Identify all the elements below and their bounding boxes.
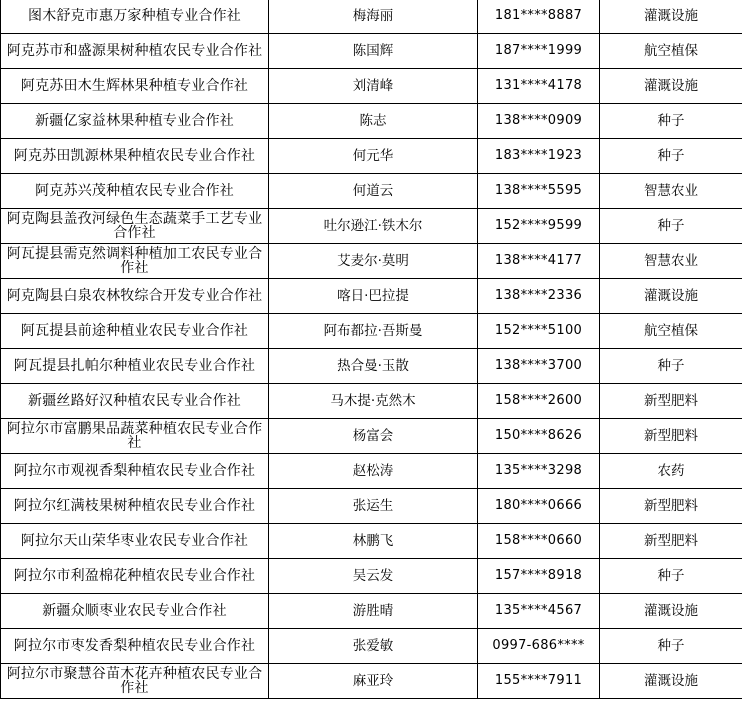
phone-number-cell: 135****4567 xyxy=(478,594,600,629)
table-row xyxy=(1,419,742,454)
contact-name-cell: 吐尔逊江·铁木尔 xyxy=(269,209,478,244)
category-cell: 智慧农业 xyxy=(600,174,742,209)
table-row xyxy=(1,139,742,174)
phone-number-cell: 152****5100 xyxy=(478,314,600,349)
cooperative-name-cell: 阿拉尔天山荣华枣业农民专业合作社 xyxy=(1,524,269,559)
table-body xyxy=(1,0,742,699)
contact-name-cell: 林鹏飞 xyxy=(269,524,478,559)
phone-number-cell: 138****0909 xyxy=(478,104,600,139)
phone-number-cell: 138****4177 xyxy=(478,244,600,279)
contact-name-cell: 游胜晴 xyxy=(269,594,478,629)
category-cell: 种子 xyxy=(600,559,742,594)
cooperative-name-cell: 新疆亿家益林果种植专业合作社 xyxy=(1,104,269,139)
table-row xyxy=(1,279,742,314)
table-row xyxy=(1,174,742,209)
cooperative-name-cell: 阿拉尔红满枝果树种植农民专业合作社 xyxy=(1,489,269,524)
contact-name-cell: 赵松涛 xyxy=(269,454,478,489)
contact-name-cell: 麻亚玲 xyxy=(269,664,478,699)
cooperative-name-cell: 阿克苏市和盛源果树种植农民专业合作社 xyxy=(1,34,269,69)
table-row xyxy=(1,34,742,69)
contact-name-cell: 何元华 xyxy=(269,139,478,174)
cooperative-name-cell: 阿克陶县盖孜河绿色生态蔬菜手工艺专业合作社 xyxy=(1,209,269,244)
cooperative-name-cell: 阿拉尔市观视香梨种植农民专业合作社 xyxy=(1,454,269,489)
contact-name-cell: 张运生 xyxy=(269,489,478,524)
cooperative-name-cell: 阿克苏田凯源林果种植农民专业合作社 xyxy=(1,139,269,174)
table-row xyxy=(1,69,742,104)
phone-number-cell: 180****0666 xyxy=(478,489,600,524)
table-row xyxy=(1,349,742,384)
phone-number-cell: 0997-686**** xyxy=(478,629,600,664)
phone-number-cell: 135****3298 xyxy=(478,454,600,489)
table-row xyxy=(1,559,742,594)
phone-number-cell: 150****8626 xyxy=(478,419,600,454)
category-cell: 航空植保 xyxy=(600,34,742,69)
phone-number-cell: 152****9599 xyxy=(478,209,600,244)
table-row xyxy=(1,664,742,699)
category-cell: 新型肥料 xyxy=(600,384,742,419)
phone-number-cell: 155****7911 xyxy=(478,664,600,699)
cooperative-name-cell: 阿拉尔市枣发香梨种植农民专业合作社 xyxy=(1,629,269,664)
category-cell: 种子 xyxy=(600,629,742,664)
cooperative-name-cell: 阿克苏田木生辉林果种植专业合作社 xyxy=(1,69,269,104)
category-cell: 灌溉设施 xyxy=(600,279,742,314)
cooperative-name-cell: 图木舒克市惠万家种植专业合作社 xyxy=(1,0,269,34)
table-row xyxy=(1,629,742,664)
phone-number-cell: 181****8887 xyxy=(478,0,600,34)
category-cell: 新型肥料 xyxy=(600,489,742,524)
contact-name-cell: 吴云发 xyxy=(269,559,478,594)
phone-number-cell: 183****1923 xyxy=(478,139,600,174)
cooperative-name-cell: 阿瓦提县扎帕尔种植业农民专业合作社 xyxy=(1,349,269,384)
cooperative-name-cell: 新疆丝路好汉种植农民专业合作社 xyxy=(1,384,269,419)
category-cell: 种子 xyxy=(600,139,742,174)
category-cell: 新型肥料 xyxy=(600,419,742,454)
table-row xyxy=(1,0,742,34)
table-row xyxy=(1,384,742,419)
cooperative-name-cell: 阿拉尔市聚慧谷苗木花卉种植农民专业合作社 xyxy=(1,664,269,699)
category-cell: 种子 xyxy=(600,209,742,244)
table-row xyxy=(1,104,742,139)
category-cell: 灌溉设施 xyxy=(600,664,742,699)
cooperative-name-cell: 新疆众顺枣业农民专业合作社 xyxy=(1,594,269,629)
category-cell: 灌溉设施 xyxy=(600,594,742,629)
category-cell: 智慧农业 xyxy=(600,244,742,279)
table-row xyxy=(1,314,742,349)
contact-name-cell: 张爱敏 xyxy=(269,629,478,664)
table-row xyxy=(1,209,742,244)
category-cell: 航空植保 xyxy=(600,314,742,349)
category-cell: 农药 xyxy=(600,454,742,489)
table-row xyxy=(1,489,742,524)
cooperative-name-cell: 阿瓦提县需克然调料种植加工农民专业合作社 xyxy=(1,244,269,279)
contact-name-cell: 热合曼·玉散 xyxy=(269,349,478,384)
category-cell: 种子 xyxy=(600,349,742,384)
contact-name-cell: 梅海丽 xyxy=(269,0,478,34)
table-row xyxy=(1,454,742,489)
cooperative-name-cell: 阿拉尔市利盈棉花种植农民专业合作社 xyxy=(1,559,269,594)
phone-number-cell: 131****4178 xyxy=(478,69,600,104)
cooperative-name-cell: 阿瓦提县前途种植业农民专业合作社 xyxy=(1,314,269,349)
cooperative-name-cell: 阿拉尔市富鹏果品蔬菜种植农民专业合作社 xyxy=(1,419,269,454)
contact-name-cell: 陈国辉 xyxy=(269,34,478,69)
cooperative-name-cell: 阿克陶县白泉农林牧综合开发专业合作社 xyxy=(1,279,269,314)
contact-name-cell: 陈志 xyxy=(269,104,478,139)
contact-name-cell: 刘清峰 xyxy=(269,69,478,104)
phone-number-cell: 138****2336 xyxy=(478,279,600,314)
category-cell: 种子 xyxy=(600,104,742,139)
table-row xyxy=(1,524,742,559)
category-cell: 新型肥料 xyxy=(600,524,742,559)
table-row xyxy=(1,594,742,629)
cooperative-name-cell: 阿克苏兴茂种植农民专业合作社 xyxy=(1,174,269,209)
phone-number-cell: 158****2600 xyxy=(478,384,600,419)
contact-name-cell: 马木提·克然木 xyxy=(269,384,478,419)
phone-number-cell: 138****3700 xyxy=(478,349,600,384)
phone-number-cell: 138****5595 xyxy=(478,174,600,209)
category-cell: 灌溉设施 xyxy=(600,0,742,34)
category-cell: 灌溉设施 xyxy=(600,69,742,104)
contact-name-cell: 喀日·巴拉提 xyxy=(269,279,478,314)
contact-name-cell: 艾麦尔·莫明 xyxy=(269,244,478,279)
phone-number-cell: 157****8918 xyxy=(478,559,600,594)
contact-name-cell: 杨富会 xyxy=(269,419,478,454)
table-row xyxy=(1,244,742,279)
phone-number-cell: 187****1999 xyxy=(478,34,600,69)
phone-number-cell: 158****0660 xyxy=(478,524,600,559)
contact-name-cell: 何道云 xyxy=(269,174,478,209)
contact-name-cell: 阿布都拉·吾斯曼 xyxy=(269,314,478,349)
